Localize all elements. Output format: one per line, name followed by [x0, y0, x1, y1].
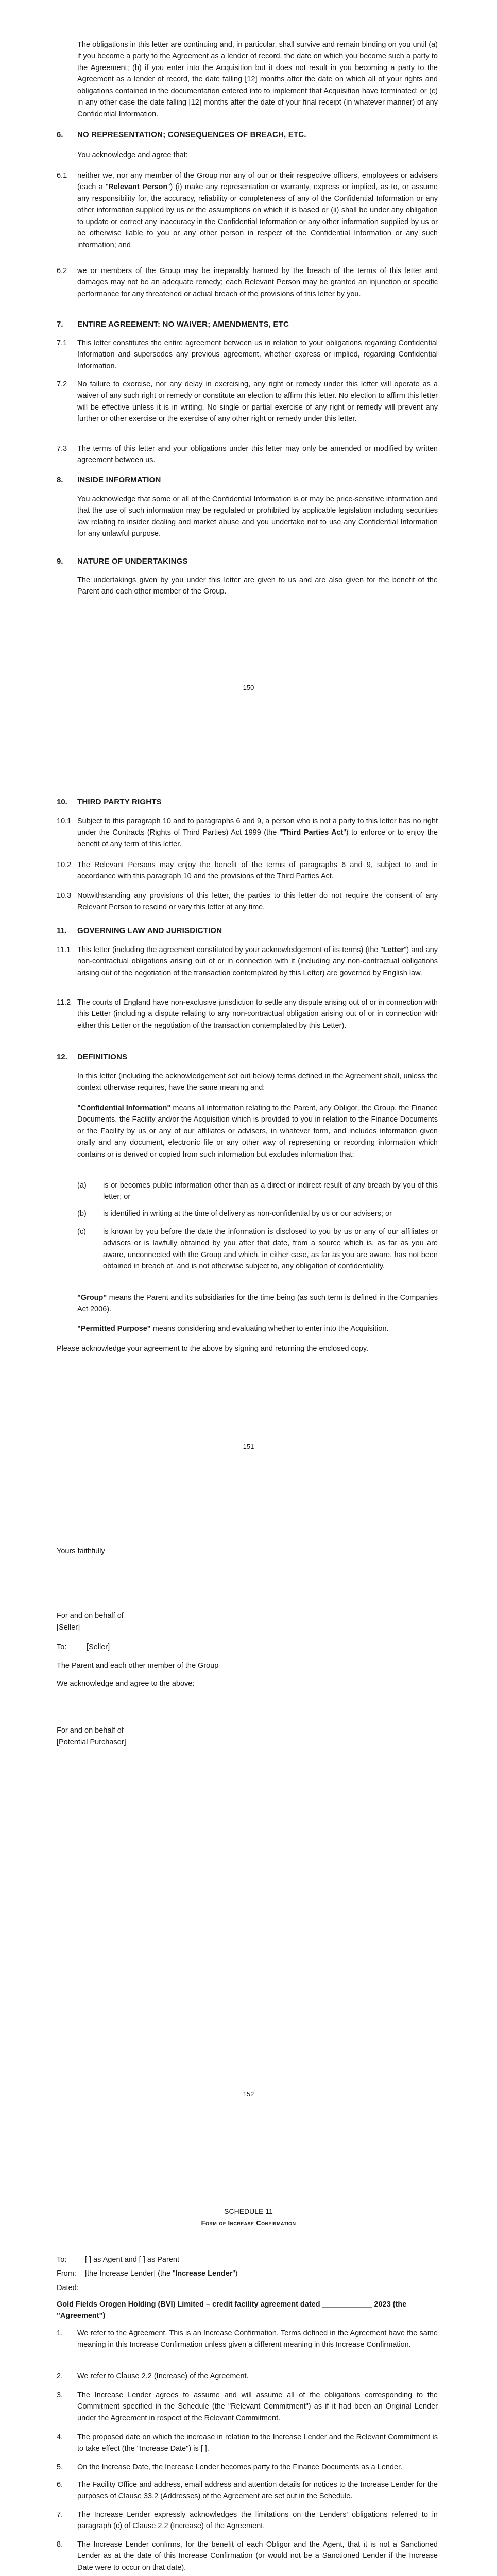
for-and-on-behalf-seller: For and on behalf of [57, 1612, 124, 1620]
to-label: To: [57, 1643, 67, 1651]
clause-11-2-number: 11.2 [57, 998, 71, 1007]
clause-7-3-text: The terms of this letter and your obligations under this letter may only be amended or modified by written agreement between us. [77, 445, 438, 465]
item-number: 6. [57, 2481, 63, 2489]
section-10-number: 10. [57, 798, 67, 806]
clause-6-2-text: we or members of the Group may be irreparably harmed by the breach of the terms of this letter and damages may not be an adequate remedy; each Relevant Person may be granted an injunction or specific performance for any threatened or actual breach of the provisions of this letter by you. [77, 267, 438, 298]
to-value: [Seller] [87, 1643, 110, 1651]
section-6-intro: You acknowledge and agree that: [77, 151, 188, 159]
section-12-number: 12. [57, 1053, 67, 1061]
definition-group: "Group" means the Parent and its subsidiaries for the time being (as such term is defined in the Companies Act 2006). [77, 1294, 438, 1314]
to-value-schedule: [ ] as Agent and [ ] as Parent [85, 2256, 179, 2264]
clause-7-1-number: 7.1 [57, 339, 67, 347]
clause-10-2-text: The Relevant Persons may enjoy the benefit of the terms of paragraphs 6 and 9, subject to and in accordance with this paragraph 10 and the provisions of the Third Parties Act. [77, 861, 438, 881]
section-11-number: 11. [57, 926, 67, 935]
from-label: From: [57, 2269, 76, 2278]
page-number-151: 151 [243, 1443, 254, 1450]
clause-11-2-text: The courts of England have non-exclusive jurisdiction to settle any dispute arising out of or in connection with this Letter (including a dispute relating to any non-contractual obligation arising out of or in connection with either this Letter or the negotiation of the transaction contemplated by this Letter). [77, 998, 438, 1030]
clause-7-1-text: This letter constitutes the entire agreement between us in relation to your obligations regarding Confidential Information and supersedes any previous agreement, whether express or implied, regarding Confidential Information. [77, 339, 438, 370]
page-number-152: 152 [243, 2090, 254, 2098]
clause-6-1-number: 6.1 [57, 172, 67, 180]
clause-10-1-text: Subject to this paragraph 10 and to paragraphs 6 and 9, a person who is not a party to this letter has no right under the Contracts (Rights of Third Parties) Act 1999 (the "Third Parties Act") to enforce or to enjoy the benefit of any term of this letter. [77, 817, 438, 849]
definition-ci-a-text: is or becomes public information other than as a direct or indirect result of any breach by you of this letter; or [103, 1181, 438, 1201]
page-number-150: 150 [243, 684, 254, 691]
section-12-heading: DEFINITIONS [77, 1053, 128, 1061]
yours-faithfully: Yours faithfully [57, 1547, 105, 1555]
item-text: The Increase Lender expressly acknowledges the limitations on the Lenders' obligations referred to in paragraph (c) of Clause 2.2 (Increase) of the Agreement. [77, 2511, 438, 2531]
item-number: 3. [57, 2391, 63, 2399]
clause-7-2-number: 7.2 [57, 380, 67, 388]
section-11-heading: GOVERNING LAW AND JURISDICTION [77, 926, 222, 935]
item-text: The Increase Lender agrees to assume and will assume all of the obligations corresponding to the Commitment specified in the Schedule (the "Relevant Commitment") as if it had been an Original Lender under the Agreement in respect of the Relevant Commitment. [77, 2391, 438, 2422]
item-number: 1. [57, 2329, 63, 2337]
clause-6-2-number: 6.2 [57, 267, 67, 275]
item-text: On the Increase Date, the Increase Lender becomes party to the Finance Documents as a Lender. [77, 2463, 403, 2471]
section-8-text: You acknowledge that some or all of the Confidential Information is or may be price-sensitive information and that the use of such information may be regulated or prohibited by applicable legislation including securities law relating to insider dealing and market abuse and you undertake not to use any Confidential Information for any unlawful purpose. [77, 495, 438, 538]
definition-ci-b-text: is identified in writing at the time of delivery as non-confidential by us or our advisers; or [103, 1210, 392, 1218]
parent-and-group-line: The Parent and each other member of the Group [57, 1662, 219, 1670]
for-and-on-behalf-purchaser: For and on behalf of [57, 1726, 124, 1735]
section-9-heading: NATURE OF UNDERTAKINGS [77, 557, 188, 566]
section-12-intro: In this letter (including the acknowledgement set out below) terms defined in the Agreement shall, unless the context otherwise requires, have the same meaning and: [77, 1072, 438, 1092]
clause-10-3-text: Notwithstanding any provisions of this letter, the parties to this letter do not require the consent of any Relevant Person to rescind or vary this letter at any time. [77, 892, 438, 912]
seller-name: [Seller] [57, 1623, 80, 1632]
clause-7-2-text: No failure to exercise, nor any delay in exercising, any right or remedy under this letter will operate as a waiver of any such right or remedy or constitute an election to affirm this letter. No election to affirm this letter will be effective unless it is in writing. No single or partial exercise of any right or remedy will prevent any further or other exercise or the exercise of any other right or remedy under this letter. [77, 380, 438, 423]
agreement-title-line-1: Gold Fields Orogen Holding (BVI) Limited – credit facility agreement dated ____________ 2023 (the [57, 2300, 407, 2309]
item-text: The proposed date on which the increase in relation to the Increase Lender and the Relevant Commitment is to take effect (the "Increase Date") is [ ]. [77, 2433, 438, 2453]
continuing-obligations-paragraph: The obligations in this letter are continuing and, in particular, shall survive and remain binding on you until (a) if you become a party to the Agreement as a lender of record, the date on which you become such a party to the Agreement; (b) if you enter into the Acquisition but it does not result in you becoming a party to the Agreement as a lender of record, the date falling [12] months after the date on which all of your rights and obligations contained in the documentation entered into to implement that Acquisition have terminated; or (c) in any other case the date falling [12] months after the date of your final receipt (in whatever manner) of any Confidential Information. [77, 41, 438, 118]
section-10-heading: THIRD PARTY RIGHTS [77, 798, 162, 806]
section-7-heading: ENTIRE AGREEMENT: NO WAIVER; AMENDMENTS, ETC [77, 320, 289, 329]
clause-10-2-number: 10.2 [57, 861, 72, 869]
section-9-number: 9. [57, 557, 63, 566]
section-9-text: The undertakings given by you under this letter are given to us and are also given for the benefit of the Parent and each other member of the Group. [77, 576, 438, 596]
definition-ci-a-number: (a) [77, 1181, 87, 1190]
item-number: 4. [57, 2433, 63, 2442]
item-text: The Increase Lender confirms, for the benefit of each Obligor and the Agent, that it is not a Sanctioned Lender as at the date of this Increase Confirmation (or would not be a Sanctioned Lender if the Increase Date were to occur on that date). [77, 2540, 438, 2572]
closing-request: Please acknowledge your agreement to the above by signing and returning the enclosed copy. [57, 1345, 369, 1353]
definition-confidential-information: "Confidential Information" means all information relating to the Parent, any Obligor, the Group, the Finance Documents, the Facility and/or the Acquisition which is provided to you in relation to the Finance Documents or the Facility by us or any of our affiliates or advisers, in whatever form, and includes information given orally and any document, electronic file or any other way of representing or recording information which contains or is derived or copied from such information but excludes information that: [77, 1104, 438, 1159]
item-text: The Facility Office and address, email address and attention details for notices to the Increase Lender for the purposes of Clause 33.2 (Addresses) of the Agreement are set out in the Schedule. [77, 2481, 438, 2501]
item-text: We refer to the Agreement. This is an Increase Confirmation. Terms defined in the Agreement have the same meaning in this Increase Confirmation unless given a different meaning in this Increase Confirmation. [77, 2329, 438, 2349]
agreement-title-line-2: "Agreement") [57, 2312, 106, 2320]
definition-ci-c-number: (c) [77, 1228, 86, 1236]
definition-ci-b-number: (b) [77, 1210, 87, 1218]
clause-11-1-text: This letter (including the agreement constituted by your acknowledgement of its terms) (the "Letter") and any non-contractual obligations arising out of or in connection with it (including any non-contractual obligations arising out of the negotiation of the transaction contemplated by this Letter) are governed by English law. [77, 946, 438, 977]
item-number: 2. [57, 2372, 63, 2380]
item-number: 7. [57, 2511, 63, 2519]
definition-permitted-purpose: "Permitted Purpose" means considering and evaluating whether to enter into the Acquisition. [77, 1325, 389, 1333]
clause-11-1-number: 11.1 [57, 946, 71, 954]
item-number: 5. [57, 2463, 63, 2471]
to-label-schedule: To: [57, 2256, 67, 2264]
clause-6-1-text: neither we, nor any member of the Group nor any of our or their respective officers, employees or advisers (each a "Relevant Person") (i) make any representation or warranty, express or implied, as to, or assume any responsibility for, the accuracy, reliability or completeness of any of the Confidential Information or any other information supplied by us or the assumptions on which it is based or (ii) shall be under any obligation to update or correct any inaccuracy in the Confidential Information or any other information supplied by us or be otherwise liable to you or any other person in respect of the Confidential Information or any such information; and [77, 172, 438, 249]
schedule-number: SCHEDULE 11 [224, 2207, 273, 2215]
clause-10-1-number: 10.1 [57, 817, 72, 825]
clause-7-3-number: 7.3 [57, 445, 67, 453]
section-6-number: 6. [57, 130, 63, 139]
section-8-number: 8. [57, 476, 63, 484]
item-text: We refer to Clause 2.2 (Increase) of the Agreement. [77, 2372, 249, 2380]
acknowledgement-line: We acknowledge and agree to the above: [57, 1680, 195, 1688]
section-7-number: 7. [57, 320, 63, 329]
schedule-title: Form of Increase Confirmation [201, 2219, 296, 2227]
definition-ci-c-text: is known by you before the date the information is disclosed to you by us or any of our affiliates or advisers or is lawfully obtained by you after that date, from a source which is, as far as you are aware, unconnected with the Group and which, in either case, as far as you are aware, has not been obtained in breach of, and is not otherwise subject to, any obligation of confidentiality. [103, 1228, 438, 1271]
dated-label: Dated: [57, 2284, 79, 2292]
item-number: 8. [57, 2540, 63, 2549]
purchaser-name: [Potential Purchaser] [57, 1738, 126, 1747]
clause-10-3-number: 10.3 [57, 892, 72, 900]
section-6-heading: NO REPRESENTATION; CONSEQUENCES OF BREACH, ETC. [77, 130, 306, 139]
section-8-heading: INSIDE INFORMATION [77, 476, 161, 484]
from-value: [the Increase Lender] (the "Increase Lender") [85, 2269, 238, 2278]
